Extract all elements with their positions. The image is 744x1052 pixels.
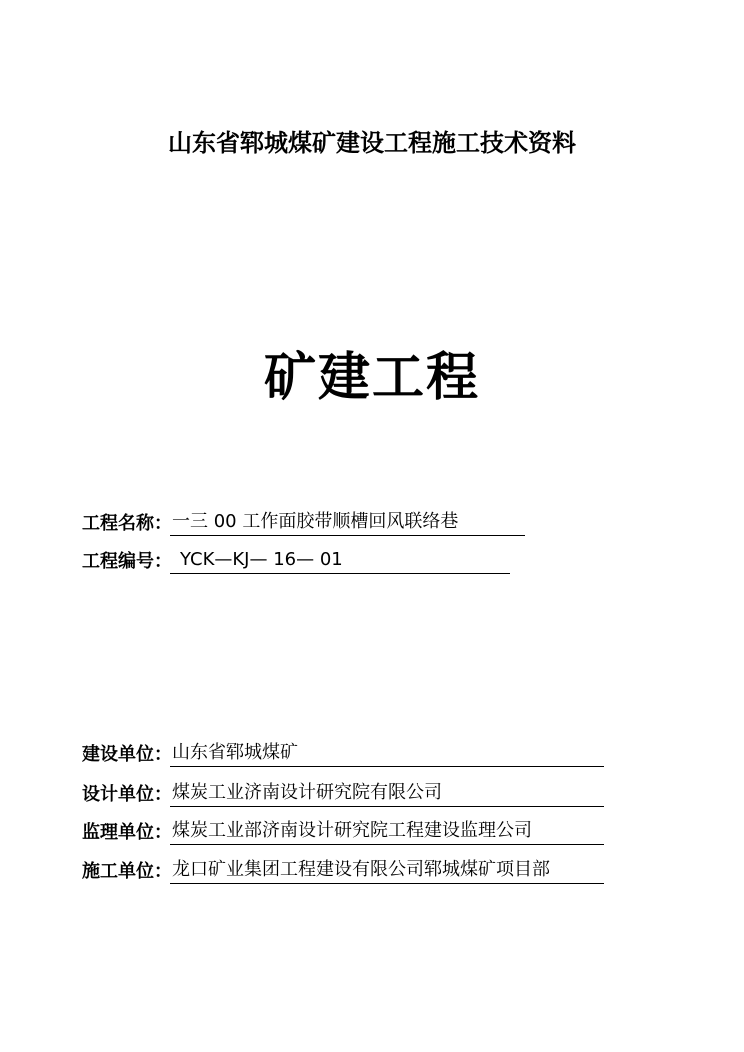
- design-unit-label: 设计单位: [82, 784, 154, 805]
- construction-unit-row: [82, 739, 604, 767]
- construction-unit-label: 建设单位: [82, 744, 154, 765]
- document-header-title: 山东省郓城煤矿建设工程施工技术资料: [168, 129, 576, 157]
- builder-unit-label: 施工单位: [82, 861, 154, 882]
- project-code-row: [82, 546, 510, 574]
- document-main-title: 矿建工程: [263, 348, 480, 408]
- construction-unit-colon: ：: [154, 744, 172, 765]
- builder-unit-value: 龙口矿业集团工程建设有限公司郓城煤矿项目部: [170, 858, 604, 884]
- design-unit-colon: ：: [154, 784, 172, 805]
- design-unit-value: 煤炭工业济南设计研究院有限公司: [170, 781, 604, 807]
- project-name-label: 工程名称: [82, 513, 154, 534]
- builder-unit-colon: ：: [154, 861, 172, 882]
- project-name-row: [82, 508, 525, 536]
- supervision-unit-value: 煤炭工业部济南设计研究院工程建设监理公司: [170, 819, 604, 845]
- supervision-unit-label: 监理单位: [82, 822, 154, 843]
- project-name-colon: ：: [154, 513, 172, 534]
- supervision-unit-row: [82, 817, 604, 845]
- project-code-label: 工程编号: [82, 551, 154, 572]
- design-unit-row: [82, 779, 604, 807]
- supervision-unit-colon: ：: [154, 822, 172, 843]
- construction-unit-value: 山东省郓城煤矿: [170, 741, 604, 767]
- project-code-colon: ：: [154, 551, 172, 572]
- project-code-value: YCK—KJ— 16— 01: [170, 548, 510, 574]
- builder-unit-row: [82, 856, 604, 884]
- project-name-value: 一三 00 工作面胶带顺槽回风联络巷: [170, 510, 525, 536]
